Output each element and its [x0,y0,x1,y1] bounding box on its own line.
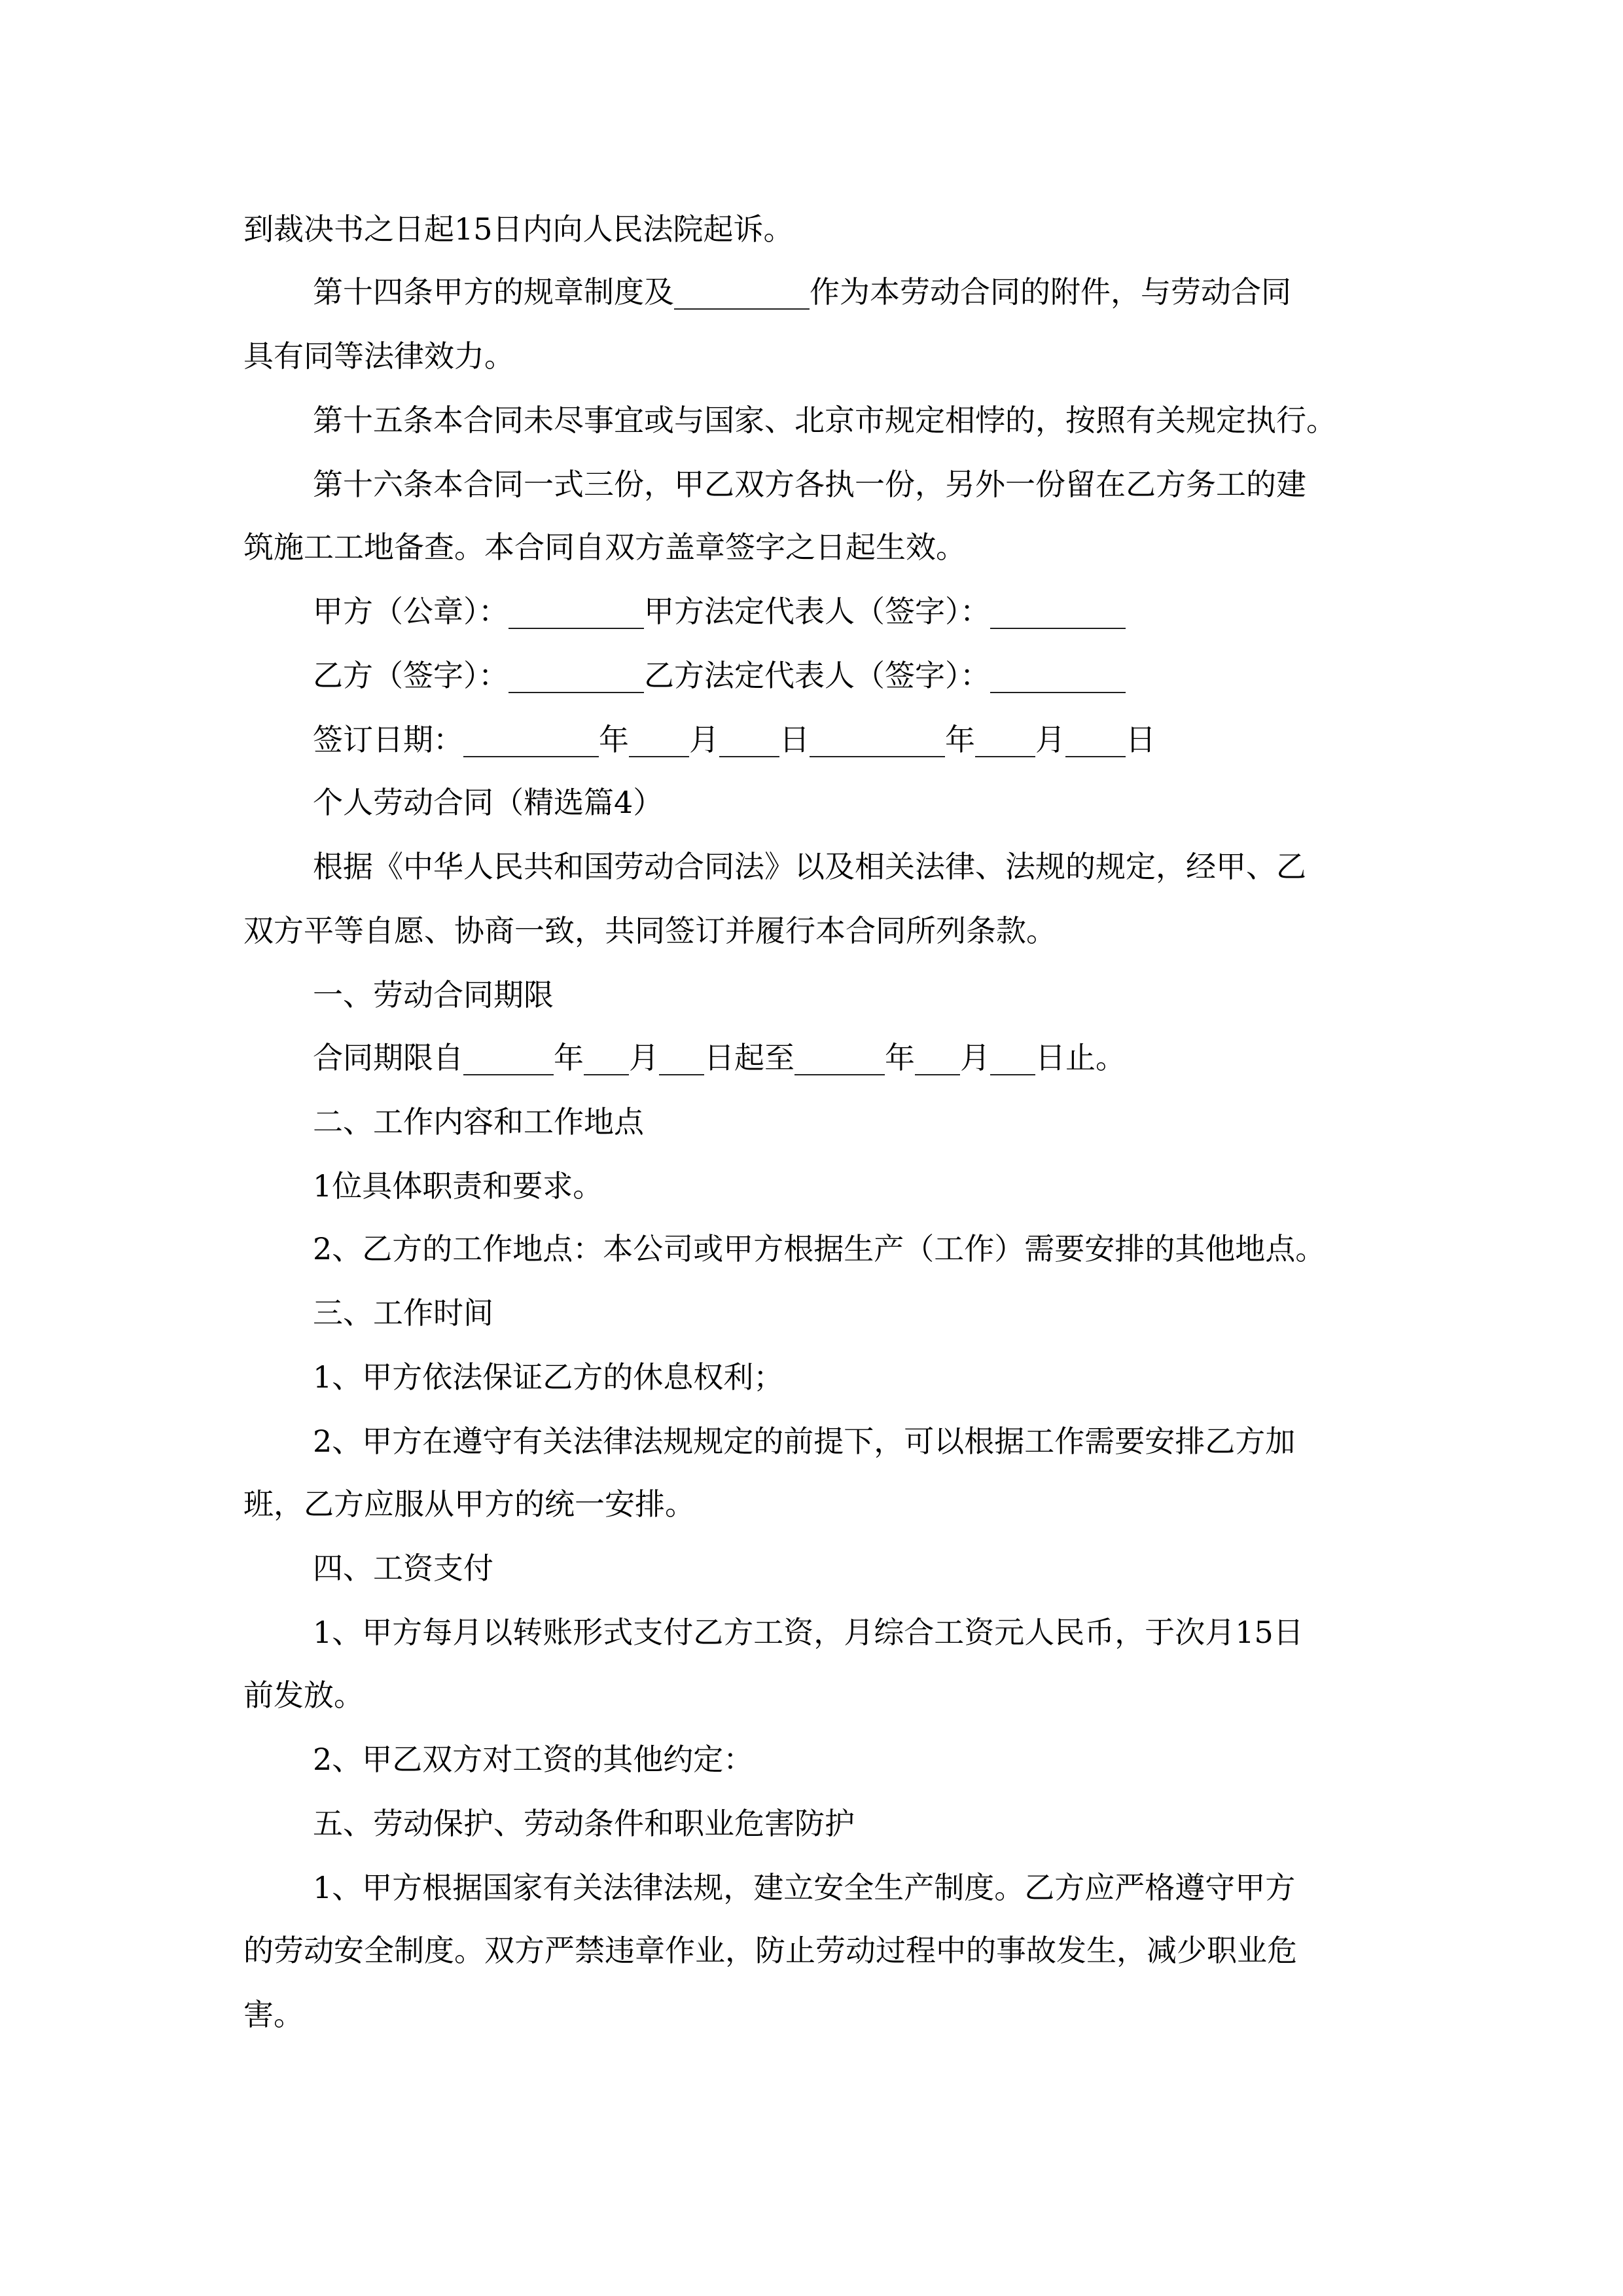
section-title: 个人劳动合同（精选篇4） [313,785,664,820]
text-line: 乙方（签字）：_________乙方法定代表人（签字）：_________ [313,658,1126,693]
text-line: 1、甲方每月以转账形式支付乙方工资，月综合工资元人民币，于次月15日 [313,1615,1304,1650]
text-line: 甲方（公章）：_________甲方法定代表人（签字）：_________ [313,594,1126,629]
text-line: 害。 [243,1997,304,2032]
text-line: 1、甲方根据国家有关法律法规，建立安全生产制度。乙方应严格遵守甲方 [313,1870,1296,1905]
section-heading: 一、劳动合同期限 [313,977,554,1013]
text-line: 2、甲方在遵守有关法律法规规定的前提下，可以根据工作需要安排乙方加 [313,1424,1296,1459]
text-line: 筑施工工地备查。本合同自双方盖章签字之日起生效。 [243,529,966,565]
section-heading: 三、工作时间 [313,1295,493,1331]
text-line: 第十四条甲方的规章制度及_________作为本劳动合同的附件，与劳动合同 [313,274,1291,310]
text-line: 合同期限自______年___月___日起至______年___月___日止。 [313,1040,1126,1075]
text-line: 1位具体职责和要求。 [313,1168,603,1204]
text-line: 具有同等法律效力。 [243,338,514,374]
text-line: 双方平等自愿、协商一致，共同签订并履行本合同所列条款。 [243,913,1056,948]
text-line: 1、甲方依法保证乙方的休息权利； [313,1359,784,1395]
text-line: 第十五条本合同未尽事宜或与国家、北京市规定相悖的，按照有关规定执行。 [313,403,1336,438]
text-line: 的劳动安全制度。双方严禁违章作业，防止劳动过程中的事故发生，减少职业危 [243,1933,1297,1968]
section-heading: 二、工作内容和工作地点 [313,1104,644,1139]
section-heading: 五、劳动保护、劳动条件和职业危害防护 [313,1806,855,1841]
text-line: 2、乙方的工作地点：本公司或甲方根据生产（工作）需要安排的其他地点。 [313,1231,1326,1266]
text-line: 签订日期：_________年____月____日_________年____月____日 [313,722,1156,757]
text-line: 班，乙方应服从甲方的统一安排。 [243,1486,695,1522]
text-line: 根据《中华人民共和国劳动合同法》以及相关法律、法规的规定，经甲、乙 [313,849,1306,884]
text-line: 2、甲乙双方对工资的其他约定： [313,1742,754,1777]
section-heading: 四、工资支付 [313,1551,493,1586]
text-line: 到裁决书之日起15日内向人民法院起诉。 [243,211,794,247]
text-line: 前发放。 [243,1677,364,1713]
text-line: 第十六条本合同一式三份，甲乙双方各执一份，另外一份留在乙方务工的建 [313,467,1306,502]
